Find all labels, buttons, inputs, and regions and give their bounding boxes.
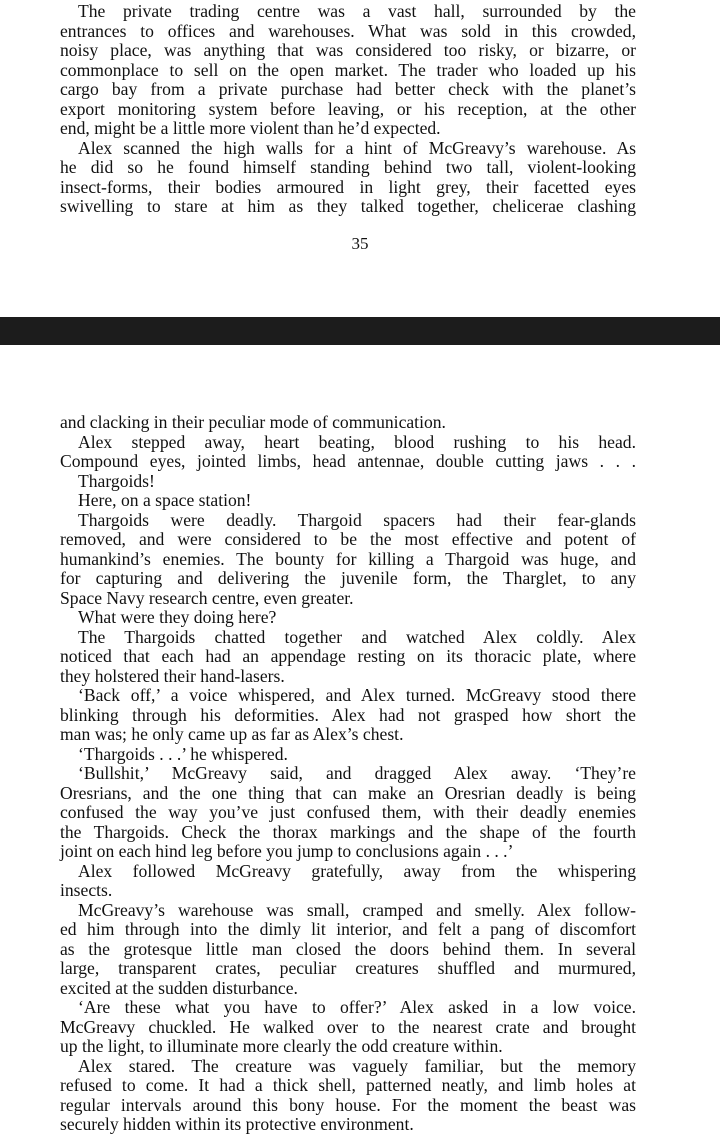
text-line: regular intervals around this bony house. For the moment the beast was <box>60 1094 636 1115</box>
page-36-body-text <box>60 413 636 1135</box>
text-line: they holstered their hand-lasers. <box>60 665 285 686</box>
text-line: as the grotesque little man closed the doors behind them. In several <box>60 938 636 959</box>
text-line: removed, and were considered to be the most effective and potent of <box>60 529 636 549</box>
text-line: the Thargoids. Check the thorax markings and the shape of the fourth <box>60 821 636 842</box>
text-line: ‘Are these what you have to offer?’ Alex asked in a low voice. <box>78 997 636 1017</box>
text-line: up the light, to illuminate more clearly the odd creature within. <box>60 1036 503 1056</box>
text-line: blinking through his deformities. Alex had not grasped how short the <box>60 704 636 725</box>
text-line: swivelling to stare at him as they talked together, chelicerae clashing <box>60 196 636 216</box>
text-line: ‘Back off,’ a voice whispered, and Alex turned. McGreavy stood there <box>78 685 636 705</box>
text-line: end, might be a little more violent than he’d expected. <box>60 118 441 138</box>
text-line: noisy place, was anything that was considered too risky, or bizarre, or <box>60 40 636 60</box>
page-number: 35 <box>351 234 369 253</box>
text-line: Alex stared. The creature was vaguely familiar, but the memory <box>78 1055 636 1076</box>
text-line: confused the way you’ve just confused them, with their deadly enemies <box>60 802 636 822</box>
text-line: Alex followed McGreavy gratefully, away from the whispering <box>78 860 636 881</box>
text-line: man was; he only came up as far as Alex’s chest. <box>60 724 404 744</box>
text-line: large, transparent crates, peculiar creatures shuffled and murmured, <box>60 958 636 978</box>
text-line: joint on each hind leg before you jump to conclusions again . . .’ <box>60 841 514 861</box>
text-line: ‘Thargoids . . .’ he whispered. <box>78 743 288 764</box>
text-line: McGreavy chuckled. He walked over to the nearest crate and brought <box>60 1016 636 1037</box>
text-line: noticed that each had an appendage resting on its thoracic plate, where <box>60 646 636 666</box>
text-line: entrances to offices and warehouses. What was sold in this crowded, <box>60 20 636 41</box>
page-35 <box>0 0 720 317</box>
text-line: Space Navy research centre, even greater. <box>60 587 354 608</box>
text-line: refused to come. It had a thick shell, patterned neatly, and limb holes at <box>60 1075 636 1095</box>
page-divider <box>0 317 720 345</box>
text-line: for capturing and delivering the juvenile form, the Tharglet, to any <box>60 568 636 588</box>
text-line: The private trading centre was a vast hall, surrounded by the <box>78 1 636 21</box>
text-line: Thargoids were deadly. Thargoid spacers had their fear-glands <box>78 509 636 530</box>
page-35-body-text <box>60 2 636 217</box>
text-line: cargo bay from a private purchase had better check with the planet’s <box>60 79 636 99</box>
text-line: ed him through into the dimly lit interior, and felt a pang of discomfort <box>60 919 636 939</box>
text-line: commonplace to sell on the open market. The trader who loaded up his <box>60 59 636 80</box>
text-line: ‘Bullshit,’ McGreavy said, and dragged Alex away. ‘They’re <box>78 763 636 783</box>
text-line: insects. <box>60 880 113 900</box>
text-line: Alex stepped away, heart beating, blood rushing to his head. <box>78 431 636 452</box>
text-line: Thargoids! <box>78 470 155 491</box>
text-line: McGreavy’s warehouse was small, cramped and smelly. Alex follow- <box>78 899 636 920</box>
text-line: and clacking in their peculiar mode of communication. <box>60 412 446 432</box>
text-line: he did so he found himself standing behind two tall, violent-looking <box>60 157 636 177</box>
text-line: Here, on a space station! <box>78 490 252 510</box>
text-line: export monitoring system before leaving, or his reception, at the other <box>60 98 636 119</box>
page-36 <box>0 345 720 1135</box>
text-line: insect-forms, their bodies armoured in light grey, their facetted eyes <box>60 176 636 197</box>
text-line: Alex scanned the high walls for a hint of McGreavy’s warehouse. As <box>78 137 636 158</box>
text-line: humankind’s enemies. The bounty for killing a Thargoid was huge, and <box>60 548 636 569</box>
text-line: excited at the sudden disturbance. <box>60 977 298 998</box>
text-line: What were they doing here? <box>78 607 277 627</box>
text-line: securely hidden within its protective environment. <box>60 1114 414 1134</box>
text-line: Compound eyes, jointed limbs, head antennae, double cutting jaws . . . <box>60 451 636 471</box>
text-line: The Thargoids chatted together and watched Alex coldly. Alex <box>78 626 636 647</box>
text-line: Oresrians, and the one thing that can make an Oresrian deadly is being <box>60 782 636 803</box>
